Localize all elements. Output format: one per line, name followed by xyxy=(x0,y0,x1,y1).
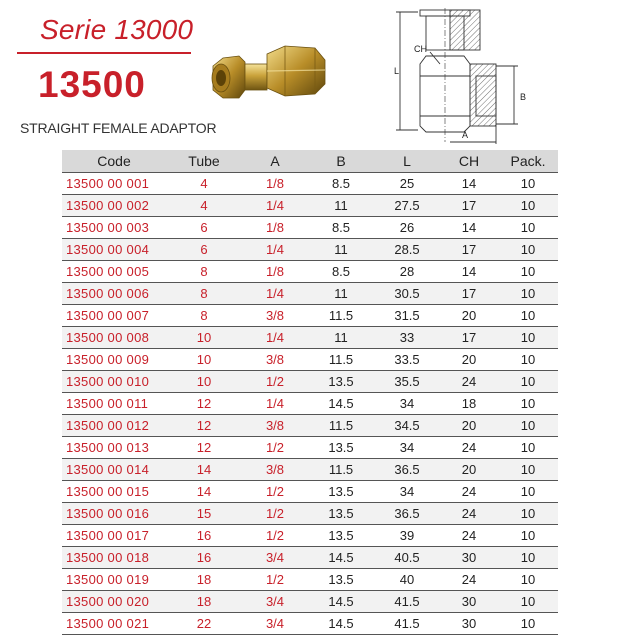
cell-a: 3/8 xyxy=(242,415,308,437)
cell-ch: 24 xyxy=(440,371,498,393)
cell-tube: 4 xyxy=(166,173,242,195)
cell-l: 27.5 xyxy=(374,195,440,217)
cell-ch: 14 xyxy=(440,173,498,195)
cell-ch: 20 xyxy=(440,415,498,437)
cell-tube: 14 xyxy=(166,481,242,503)
cell-a: 1/8 xyxy=(242,173,308,195)
cell-a: 1/2 xyxy=(242,503,308,525)
column-header-ch: CH xyxy=(440,150,498,173)
cell-code: 13500 00 002 xyxy=(62,195,166,217)
cell-tube: 12 xyxy=(166,437,242,459)
product-code-heading: 13500 xyxy=(38,64,146,105)
cell-a: 1/8 xyxy=(242,261,308,283)
cell-pack: 10 xyxy=(498,437,558,459)
cell-b: 14.5 xyxy=(308,547,374,569)
cell-tube: 14 xyxy=(166,459,242,481)
table-row xyxy=(62,261,558,283)
cell-l: 30.5 xyxy=(374,283,440,305)
cell-pack: 10 xyxy=(498,173,558,195)
table-row xyxy=(62,349,558,371)
cell-a: 1/2 xyxy=(242,525,308,547)
cell-ch: 18 xyxy=(440,393,498,415)
cell-b: 13.5 xyxy=(308,525,374,547)
cell-pack: 10 xyxy=(498,415,558,437)
cell-l: 39 xyxy=(374,525,440,547)
cell-tube: 6 xyxy=(166,217,242,239)
drawing-label-l: L xyxy=(394,66,400,76)
cell-code: 13500 00 005 xyxy=(62,261,166,283)
cell-pack: 10 xyxy=(498,481,558,503)
cell-l: 35.5 xyxy=(374,371,440,393)
cell-code: 13500 00 006 xyxy=(62,283,166,305)
cell-tube: 8 xyxy=(166,283,242,305)
cell-l: 33.5 xyxy=(374,349,440,371)
cell-l: 28 xyxy=(374,261,440,283)
table-row xyxy=(62,217,558,239)
cell-a: 3/4 xyxy=(242,547,308,569)
cell-pack: 10 xyxy=(498,349,558,371)
table-row xyxy=(62,569,558,591)
cell-a: 1/2 xyxy=(242,371,308,393)
cell-b: 13.5 xyxy=(308,371,374,393)
cell-pack: 10 xyxy=(498,393,558,415)
column-header-tube: Tube xyxy=(166,150,242,173)
cell-b: 14.5 xyxy=(308,591,374,613)
cell-b: 8.5 xyxy=(308,261,374,283)
table-row xyxy=(62,283,558,305)
cell-tube: 10 xyxy=(166,349,242,371)
cell-ch: 24 xyxy=(440,481,498,503)
technical-drawing xyxy=(390,4,536,146)
cell-b: 11.5 xyxy=(308,349,374,371)
cell-ch: 24 xyxy=(440,437,498,459)
cell-ch: 30 xyxy=(440,613,498,635)
table-row xyxy=(62,327,558,349)
cell-a: 3/4 xyxy=(242,591,308,613)
table-row xyxy=(62,195,558,217)
cell-a: 1/4 xyxy=(242,393,308,415)
cell-pack: 10 xyxy=(498,305,558,327)
column-header-code: Code xyxy=(62,150,166,173)
cell-code: 13500 00 001 xyxy=(62,173,166,195)
cell-b: 13.5 xyxy=(308,569,374,591)
cell-code: 13500 00 017 xyxy=(62,525,166,547)
cell-l: 34 xyxy=(374,481,440,503)
cell-a: 1/8 xyxy=(242,217,308,239)
cell-l: 34 xyxy=(374,393,440,415)
cell-ch: 14 xyxy=(440,217,498,239)
cell-l: 31.5 xyxy=(374,305,440,327)
cell-tube: 15 xyxy=(166,503,242,525)
cell-tube: 18 xyxy=(166,591,242,613)
cell-code: 13500 00 007 xyxy=(62,305,166,327)
cell-ch: 17 xyxy=(440,327,498,349)
cell-tube: 8 xyxy=(166,261,242,283)
table-row xyxy=(62,591,558,613)
cell-l: 40 xyxy=(374,569,440,591)
table-row xyxy=(62,481,558,503)
table-row xyxy=(62,547,558,569)
cell-pack: 10 xyxy=(498,217,558,239)
column-header-b: B xyxy=(308,150,374,173)
table-row xyxy=(62,525,558,547)
cell-pack: 10 xyxy=(498,525,558,547)
cell-l: 36.5 xyxy=(374,459,440,481)
cell-code: 13500 00 011 xyxy=(62,393,166,415)
table-row xyxy=(62,503,558,525)
cell-code: 13500 00 015 xyxy=(62,481,166,503)
cell-a: 3/8 xyxy=(242,305,308,327)
cell-pack: 10 xyxy=(498,239,558,261)
cell-l: 34.5 xyxy=(374,415,440,437)
cell-tube: 6 xyxy=(166,239,242,261)
cell-code: 13500 00 013 xyxy=(62,437,166,459)
cell-code: 13500 00 003 xyxy=(62,217,166,239)
product-description: STRAIGHT FEMALE ADAPTOR xyxy=(20,120,217,136)
cell-b: 13.5 xyxy=(308,503,374,525)
cell-tube: 12 xyxy=(166,415,242,437)
table-row xyxy=(62,239,558,261)
fitting-photo xyxy=(205,36,331,108)
cell-b: 14.5 xyxy=(308,393,374,415)
cell-code: 13500 00 010 xyxy=(62,371,166,393)
cell-code: 13500 00 018 xyxy=(62,547,166,569)
cell-ch: 24 xyxy=(440,525,498,547)
drawing-label-ch: CH xyxy=(414,44,427,54)
cell-l: 26 xyxy=(374,217,440,239)
cell-b: 13.5 xyxy=(308,437,374,459)
cell-l: 28.5 xyxy=(374,239,440,261)
cell-l: 33 xyxy=(374,327,440,349)
cell-a: 1/4 xyxy=(242,327,308,349)
cell-tube: 10 xyxy=(166,327,242,349)
cell-tube: 8 xyxy=(166,305,242,327)
cell-l: 41.5 xyxy=(374,591,440,613)
series-title: Serie 13000 xyxy=(40,14,194,45)
cell-pack: 10 xyxy=(498,195,558,217)
cell-ch: 20 xyxy=(440,349,498,371)
cell-b: 11 xyxy=(308,283,374,305)
cell-code: 13500 00 012 xyxy=(62,415,166,437)
cell-tube: 22 xyxy=(166,613,242,635)
cell-l: 41.5 xyxy=(374,613,440,635)
cell-code: 13500 00 019 xyxy=(62,569,166,591)
specification-table xyxy=(62,150,558,635)
cell-code: 13500 00 021 xyxy=(62,613,166,635)
cell-code: 13500 00 014 xyxy=(62,459,166,481)
cell-l: 36.5 xyxy=(374,503,440,525)
table-body xyxy=(62,173,558,635)
cell-a: 1/4 xyxy=(242,283,308,305)
cell-tube: 16 xyxy=(166,525,242,547)
drawing-label-b: B xyxy=(520,92,527,102)
cell-ch: 17 xyxy=(440,195,498,217)
cell-a: 1/2 xyxy=(242,437,308,459)
cell-pack: 10 xyxy=(498,261,558,283)
cell-code: 13500 00 008 xyxy=(62,327,166,349)
cell-a: 1/2 xyxy=(242,481,308,503)
drawing-label-a: A xyxy=(462,130,469,140)
cell-code: 13500 00 016 xyxy=(62,503,166,525)
cell-ch: 30 xyxy=(440,547,498,569)
column-header-l: L xyxy=(374,150,440,173)
cell-tube: 16 xyxy=(166,547,242,569)
cell-b: 11.5 xyxy=(308,459,374,481)
table-row xyxy=(62,415,558,437)
cell-l: 40.5 xyxy=(374,547,440,569)
cell-tube: 4 xyxy=(166,195,242,217)
table-row xyxy=(62,305,558,327)
cell-pack: 10 xyxy=(498,613,558,635)
title-divider xyxy=(17,52,191,54)
cell-a: 3/8 xyxy=(242,459,308,481)
table-header-row xyxy=(62,150,558,173)
table-row xyxy=(62,459,558,481)
column-header-pack: Pack. xyxy=(498,150,558,173)
cell-ch: 20 xyxy=(440,459,498,481)
table-row xyxy=(62,371,558,393)
cell-b: 8.5 xyxy=(308,173,374,195)
table-row xyxy=(62,437,558,459)
cell-b: 11.5 xyxy=(308,305,374,327)
cell-b: 13.5 xyxy=(308,481,374,503)
cell-code: 13500 00 004 xyxy=(62,239,166,261)
cell-ch: 14 xyxy=(440,261,498,283)
cell-b: 11 xyxy=(308,327,374,349)
cell-pack: 10 xyxy=(498,327,558,349)
cell-a: 1/4 xyxy=(242,239,308,261)
cell-code: 13500 00 020 xyxy=(62,591,166,613)
cell-l: 34 xyxy=(374,437,440,459)
cell-tube: 10 xyxy=(166,371,242,393)
table-row xyxy=(62,173,558,195)
cell-b: 11 xyxy=(308,195,374,217)
cell-code: 13500 00 009 xyxy=(62,349,166,371)
cell-a: 1/2 xyxy=(242,569,308,591)
cell-pack: 10 xyxy=(498,547,558,569)
cell-ch: 20 xyxy=(440,305,498,327)
cell-pack: 10 xyxy=(498,283,558,305)
cell-l: 25 xyxy=(374,173,440,195)
cell-pack: 10 xyxy=(498,591,558,613)
cell-pack: 10 xyxy=(498,569,558,591)
cell-b: 14.5 xyxy=(308,613,374,635)
cell-a: 1/4 xyxy=(242,195,308,217)
cell-ch: 30 xyxy=(440,591,498,613)
cell-ch: 17 xyxy=(440,239,498,261)
cell-tube: 12 xyxy=(166,393,242,415)
cell-pack: 10 xyxy=(498,503,558,525)
cell-pack: 10 xyxy=(498,459,558,481)
cell-pack: 10 xyxy=(498,371,558,393)
cell-ch: 17 xyxy=(440,283,498,305)
table-row xyxy=(62,393,558,415)
cell-a: 3/8 xyxy=(242,349,308,371)
cell-b: 11 xyxy=(308,239,374,261)
cell-ch: 24 xyxy=(440,503,498,525)
cell-b: 8.5 xyxy=(308,217,374,239)
column-header-a: A xyxy=(242,150,308,173)
cell-a: 3/4 xyxy=(242,613,308,635)
cell-b: 11.5 xyxy=(308,415,374,437)
cell-tube: 18 xyxy=(166,569,242,591)
table-row xyxy=(62,613,558,635)
cell-ch: 24 xyxy=(440,569,498,591)
